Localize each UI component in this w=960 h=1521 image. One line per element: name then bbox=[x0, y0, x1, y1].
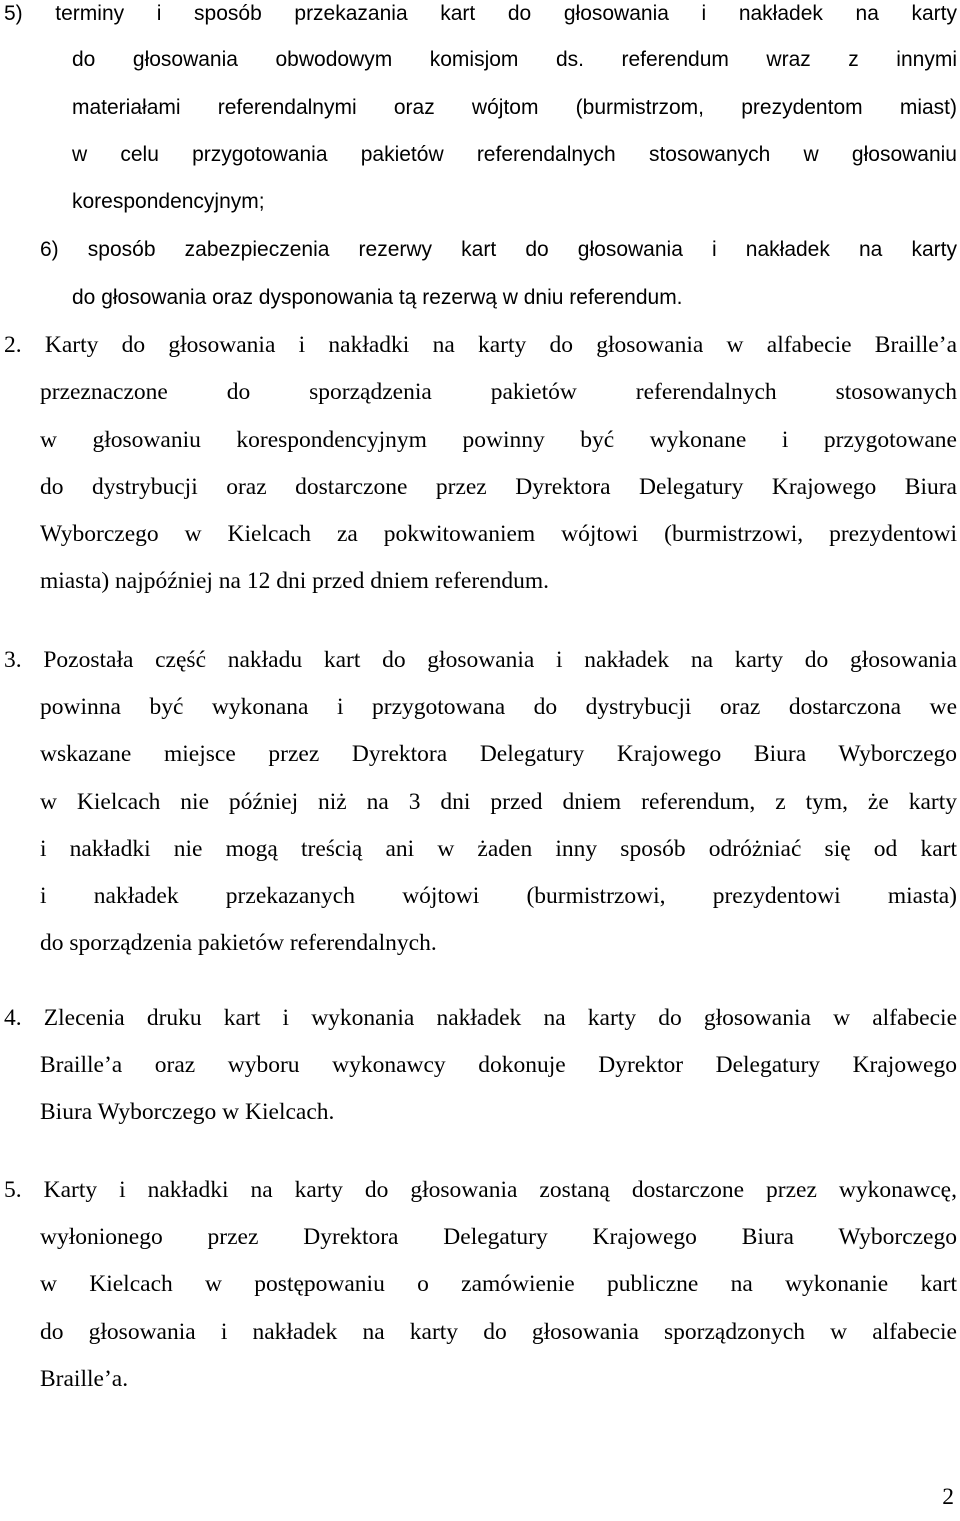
section-3-line-4: w Kielcach nie później niż na 3 dni przed dniem referendum, z tym, że karty bbox=[40, 789, 957, 815]
section-3-line-2: powinna być wykonana i przygotowana do dystrybucji oraz dostarczona we bbox=[40, 694, 957, 720]
section-2-line-4: do dystrybucji oraz dostarczone przez Dyrektora Delegatury Krajowego Biura bbox=[40, 474, 957, 500]
section-5-line-4: do głosowania i nakładek na karty do głosowania sporządzonych w alfabecie bbox=[40, 1319, 957, 1345]
section-2-line-1: 2. Karty do głosowania i nakładki na karty do głosowania w alfabecie Braille’a bbox=[4, 332, 957, 358]
page-number: 2 bbox=[942, 1484, 954, 1510]
section-2-line-5: Wyborczego w Kielcach za pokwitowaniem wójtowi (burmistrzowi, prezydentowi bbox=[40, 521, 957, 547]
section-5-line-2: wyłonionego przez Dyrektora Delegatury Krajowego Biura Wyborczego bbox=[40, 1224, 957, 1250]
section-3-line-7: do sporządzenia pakietów referendalnych. bbox=[40, 930, 437, 956]
section-2-line-2: przeznaczone do sporządzenia pakietów referendalnych stosowanych bbox=[40, 379, 957, 405]
section-3-line-6: i nakładek przekazanych wójtowi (burmistrzowi, prezydentowi miasta) bbox=[40, 883, 957, 909]
item-6-line-2: do głosowania oraz dysponowania tą rezerwą w dniu referendum. bbox=[72, 286, 683, 309]
section-4-line-1: 4. Zlecenia druku kart i wykonania nakładek na karty do głosowania w alfabecie bbox=[4, 1005, 957, 1031]
section-3-line-1: 3. Pozostała część nakładu kart do głosowania i nakładek na karty do głosowania bbox=[4, 647, 957, 673]
item-5-line-2: do głosowania obwodowym komisjom ds. referendum wraz z innymi bbox=[72, 48, 957, 71]
section-2-line-6: miasta) najpóźniej na 12 dni przed dniem referendum. bbox=[40, 568, 549, 594]
section-5-line-1: 5. Karty i nakładki na karty do głosowania zostaną dostarczone przez wykonawcę, bbox=[4, 1177, 957, 1203]
section-3-line-3: wskazane miejsce przez Dyrektora Delegatury Krajowego Biura Wyborczego bbox=[40, 741, 957, 767]
section-5-line-5: Braille’a. bbox=[40, 1366, 129, 1392]
section-4-line-3: Biura Wyborczego w Kielcach. bbox=[40, 1099, 335, 1125]
item-6-line-1: 6) sposób zabezpieczenia rezerwy kart do głosowania i nakładek na karty bbox=[40, 238, 957, 261]
item-5-line-4: w celu przygotowania pakietów referendalnych stosowanych w głosowaniu bbox=[72, 143, 957, 166]
item-5-line-5: korespondencyjnym; bbox=[72, 190, 265, 213]
section-5-line-3: w Kielcach w postępowaniu o zamówienie publiczne na wykonanie kart bbox=[40, 1271, 957, 1297]
section-2-line-3: w głosowaniu korespondencyjnym powinny być wykonane i przygotowane bbox=[40, 427, 957, 453]
section-4-line-2: Braille’a oraz wyboru wykonawcy dokonuje Dyrektor Delegatury Krajowego bbox=[40, 1052, 957, 1078]
item-5-line-1: 5) terminy i sposób przekazania kart do głosowania i nakładek na karty bbox=[4, 2, 957, 25]
item-5-line-3: materiałami referendalnymi oraz wójtom (burmistrzom, prezydentom miast) bbox=[72, 96, 957, 119]
section-3-line-5: i nakładki nie mogą treścią ani w żaden inny sposób odróżniać się od kart bbox=[40, 836, 957, 862]
